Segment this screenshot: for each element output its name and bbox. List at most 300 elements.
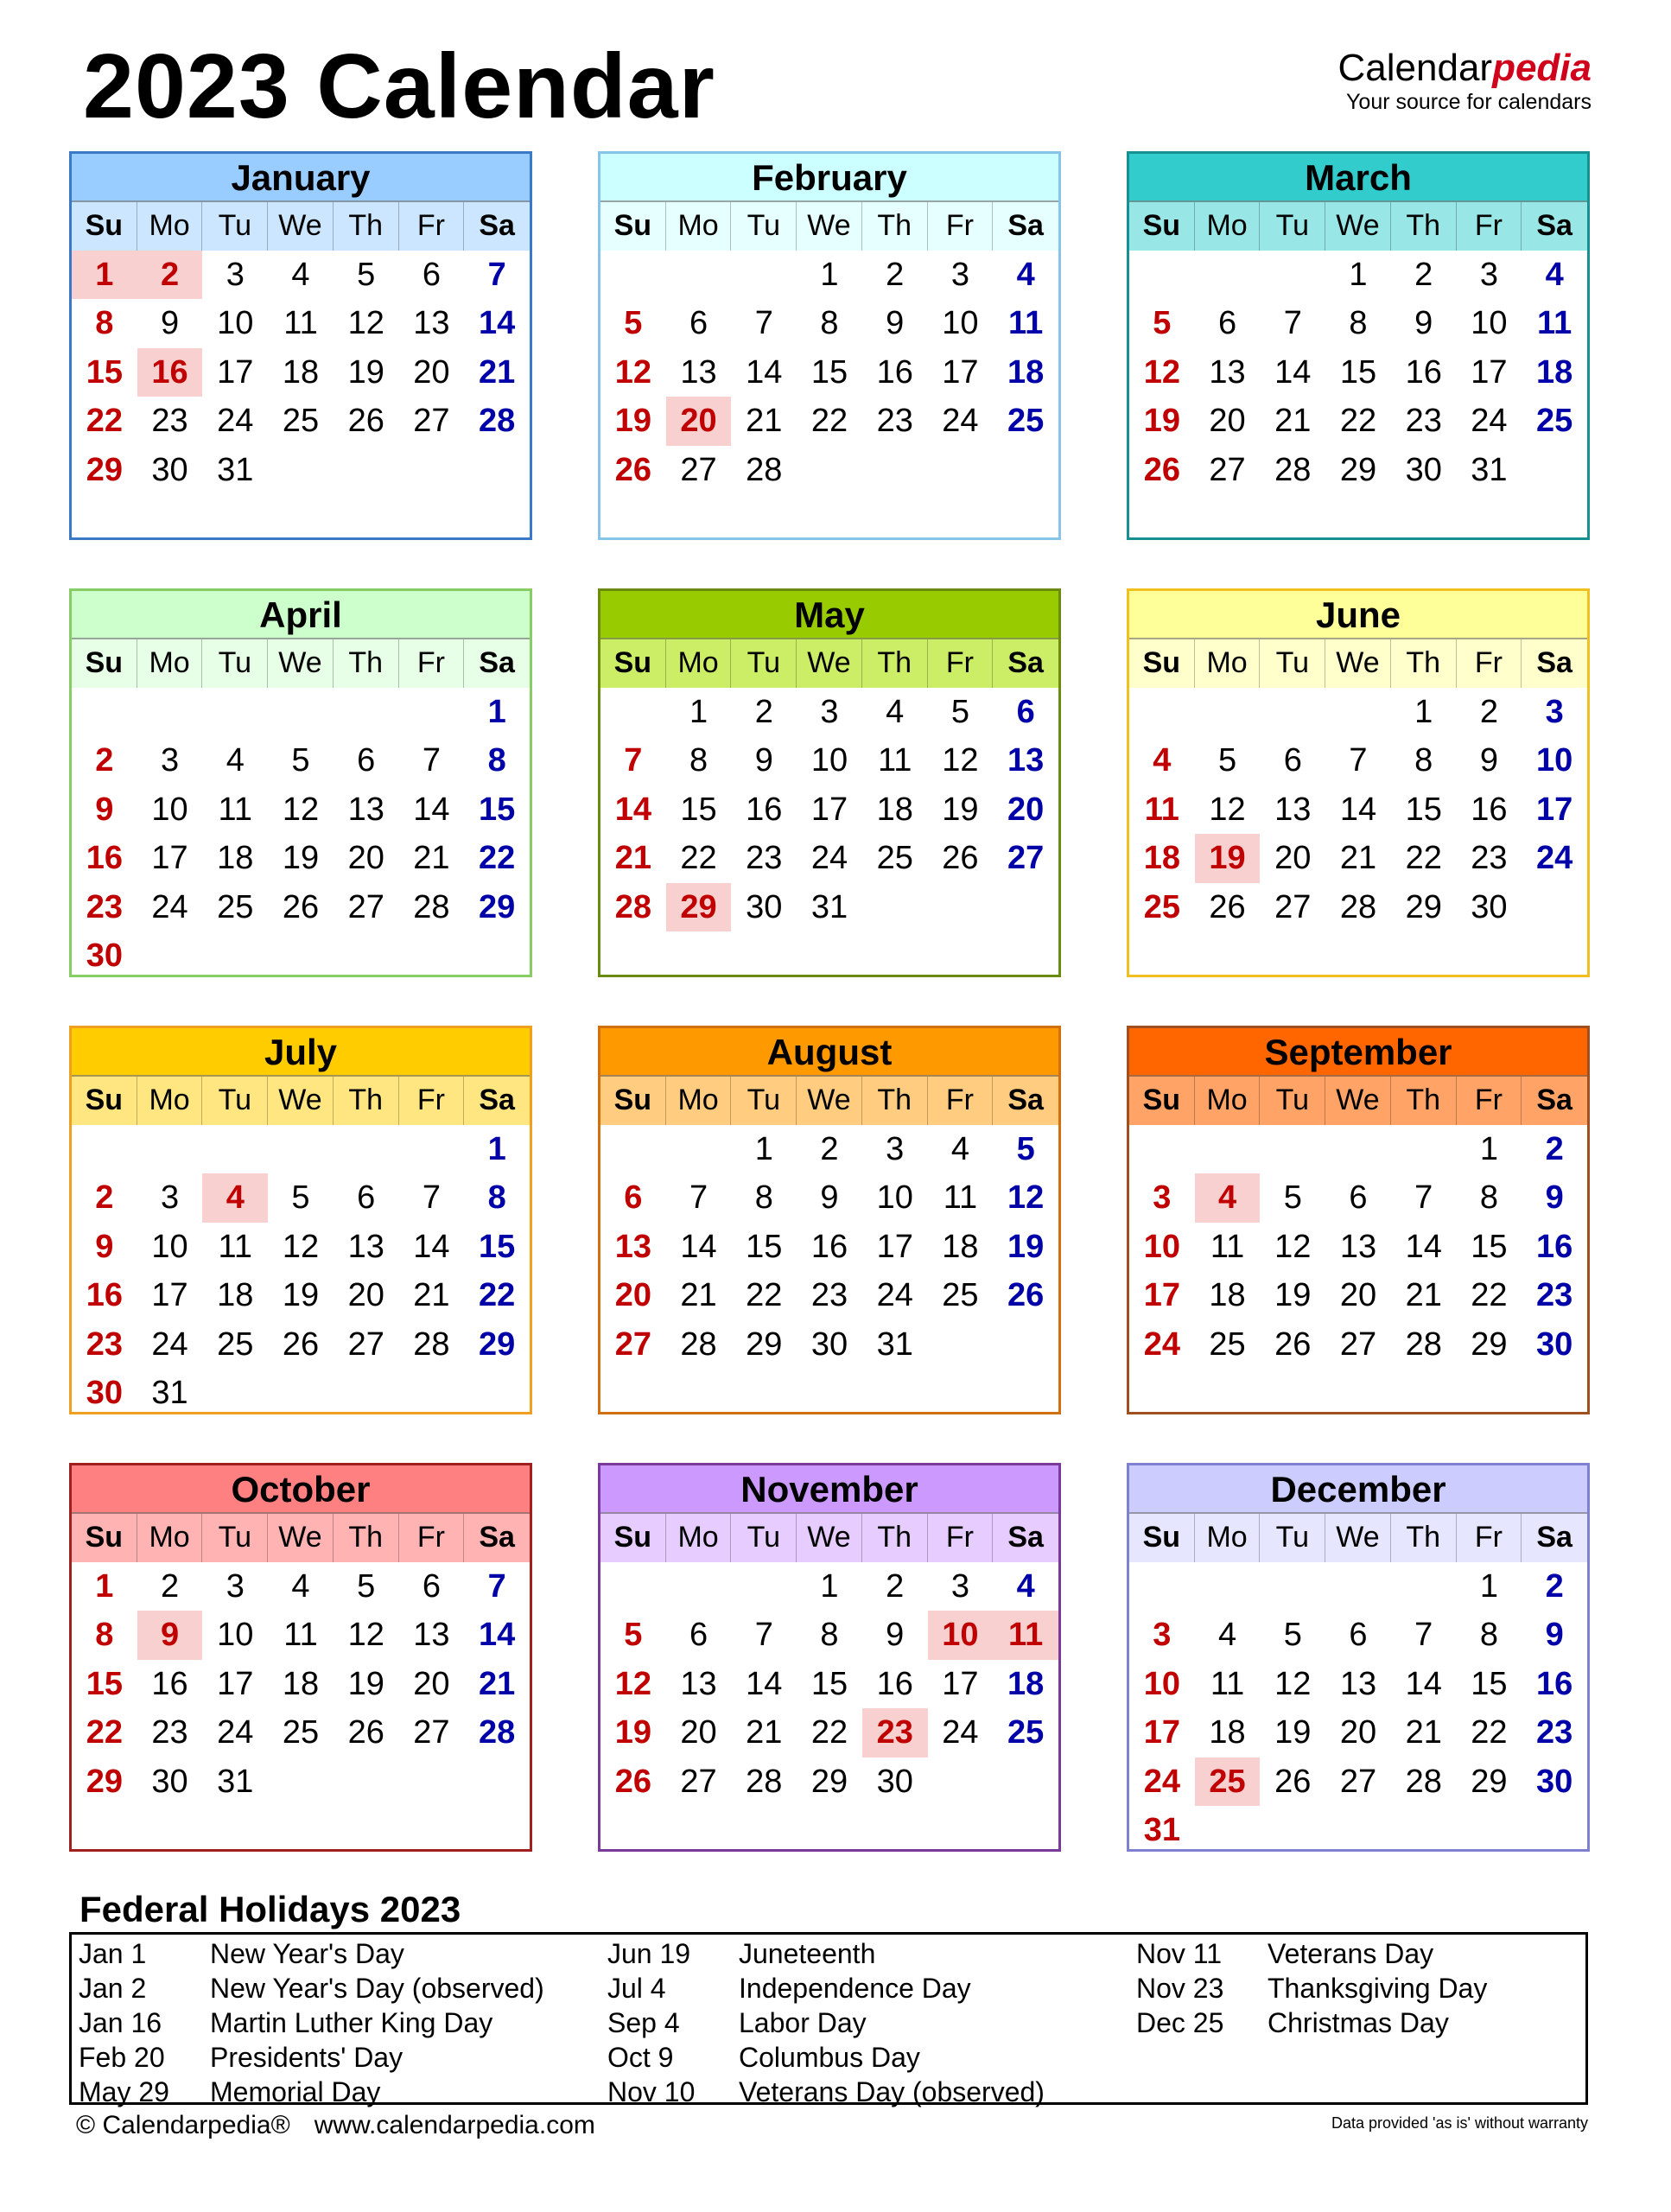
day-cell: 24 [217, 403, 254, 440]
day-cell: 25 [1007, 1714, 1045, 1751]
day-cell: 12 [942, 742, 979, 779]
day-cell: 28 [413, 1325, 450, 1363]
day-cell: 13 [680, 1665, 717, 1702]
day-cell: 23 [1536, 1714, 1573, 1751]
day-cell: 23 [86, 1325, 123, 1363]
day-empty [666, 1562, 732, 1611]
day-cell: 22 [86, 403, 123, 440]
day-cell: 8 [1479, 1179, 1498, 1217]
day-empty [600, 1125, 666, 1173]
day-cell: 24 [942, 403, 979, 440]
day-cell: 12 [1274, 1665, 1312, 1702]
day-cell: 6 [1217, 305, 1237, 342]
day-cell: 3 [226, 257, 245, 293]
day-empty [1129, 251, 1195, 299]
weekday-label: Mo [1195, 202, 1261, 251]
day-cell: 14 [746, 353, 783, 391]
holiday-row [607, 2040, 1045, 2075]
day-cell: 11 [1210, 1228, 1245, 1265]
day-cell: 12 [1007, 1179, 1045, 1217]
weekday-label: Th [1391, 202, 1457, 251]
day-empty [1325, 688, 1391, 736]
day-cell: 25 [1007, 403, 1045, 440]
month-name: September [1129, 1028, 1587, 1075]
weekday-label: Mo [666, 1514, 732, 1562]
weekday-label: Tu [1260, 1514, 1325, 1562]
day-cell: 17 [217, 353, 254, 391]
weekday-label: Su [600, 202, 666, 251]
day-cell: 25 [1536, 403, 1573, 440]
day-cell: 26 [614, 451, 651, 488]
day-cell: 31 [1471, 451, 1508, 488]
weekday-header [72, 200, 530, 251]
holiday-date: Dec 25 [1136, 2007, 1224, 2038]
day-cell: 16 [86, 1277, 123, 1314]
day-cell: 25 [217, 888, 254, 925]
day-cell: 11 [1008, 305, 1044, 342]
day-cell: 17 [942, 353, 979, 391]
weekday-label: We [268, 1514, 334, 1562]
day-cell: 15 [680, 791, 717, 828]
day-cell: 29 [1339, 451, 1377, 488]
day-cell: 24 [151, 1325, 188, 1363]
day-cell: 18 [217, 1277, 254, 1314]
holiday-name: Christmas Day [1268, 2007, 1449, 2038]
day-cell: 17 [151, 1277, 188, 1314]
day-cell: 18 [217, 840, 254, 877]
holiday-name: Martin Luther King Day [210, 2007, 493, 2038]
day-cell: 16 [1536, 1665, 1573, 1702]
day-cell: 10 [928, 1611, 994, 1659]
day-cell: 13 [1339, 1228, 1377, 1265]
day-cell: 8 [95, 305, 114, 342]
day-cell: 15 [479, 1228, 516, 1265]
month-october [69, 1463, 532, 1852]
day-cell: 23 [151, 1714, 188, 1751]
weekday-label: Mo [137, 202, 203, 251]
day-cell: 4 [226, 742, 245, 779]
weekday-label: Fr [928, 639, 994, 688]
day-cell: 1 [487, 694, 506, 730]
weekday-label: Tu [1260, 639, 1325, 688]
day-cell: 7 [422, 1179, 441, 1217]
day-cell: 29 [1405, 888, 1442, 925]
day-cell: 20 [413, 353, 450, 391]
weekday-label: Fr [1457, 639, 1522, 688]
month-name: March [1129, 154, 1587, 200]
weekday-label: Mo [1195, 1077, 1261, 1125]
day-cell: 27 [680, 1763, 717, 1800]
day-cell: 14 [479, 1617, 516, 1654]
day-cell: 12 [1274, 1228, 1312, 1265]
day-cell: 20 [1007, 791, 1045, 828]
day-cell: 28 [479, 1714, 516, 1751]
day-cell: 10 [217, 1617, 254, 1654]
day-cell: 9 [886, 305, 905, 342]
day-cell: 15 [1405, 791, 1442, 828]
day-cell: 29 [479, 1325, 516, 1363]
month-december [1127, 1463, 1590, 1852]
day-cell: 1 [1479, 1568, 1498, 1605]
day-cell: 29 [86, 1763, 123, 1800]
month-february [598, 151, 1061, 540]
day-cell: 27 [413, 1714, 450, 1751]
day-cell: 17 [810, 791, 848, 828]
day-cell: 3 [1479, 257, 1498, 293]
weekday-label: Tu [731, 202, 797, 251]
weekday-label: We [1325, 1514, 1391, 1562]
day-cell: 30 [1471, 888, 1508, 925]
day-cell: 1 [72, 251, 137, 299]
day-cell: 5 [1217, 742, 1237, 779]
weekday-label: Th [334, 1077, 399, 1125]
day-cell: 1 [1349, 257, 1368, 293]
weekday-label: We [268, 1077, 334, 1125]
day-empty [600, 688, 666, 736]
day-cell: 2 [886, 1568, 905, 1605]
day-cell: 26 [347, 403, 384, 440]
holiday-name: Labor Day [739, 2007, 867, 2038]
day-cell: 24 [1536, 840, 1573, 877]
day-cell: 22 [810, 1714, 848, 1751]
day-cell: 27 [1339, 1325, 1377, 1363]
day-cell: 17 [1143, 1714, 1180, 1751]
day-cell: 22 [1405, 840, 1442, 877]
day-cell: 11 [1537, 305, 1573, 342]
day-cell: 9 [95, 1228, 114, 1265]
day-empty [1325, 1125, 1391, 1173]
day-cell: 1 [820, 257, 839, 293]
day-empty [1129, 1562, 1195, 1611]
weekday-label: Su [72, 639, 137, 688]
day-cell: 6 [357, 1179, 376, 1217]
day-cell: 10 [810, 742, 848, 779]
day-cell: 20 [347, 840, 384, 877]
day-empty [600, 1562, 666, 1611]
weekday-header [1129, 1512, 1587, 1562]
day-cell: 29 [1471, 1325, 1508, 1363]
holiday-row [1136, 2005, 1487, 2040]
day-cell: 22 [479, 840, 516, 877]
day-cell: 28 [680, 1325, 717, 1363]
weekday-label: Sa [479, 1084, 515, 1116]
day-empty [1260, 1125, 1325, 1173]
month-july [69, 1026, 532, 1414]
days-grid [72, 688, 530, 980]
day-cell: 26 [347, 1714, 384, 1751]
day-empty [1260, 688, 1325, 736]
day-cell: 5 [1016, 1131, 1035, 1167]
day-cell: 11 [1210, 1665, 1245, 1702]
weekday-label: Su [72, 202, 137, 251]
weekday-header [72, 638, 530, 688]
day-cell: 5 [624, 1617, 643, 1654]
day-cell: 20 [1339, 1714, 1377, 1751]
month-may [598, 588, 1061, 977]
day-cell: 27 [1007, 840, 1045, 877]
weekday-label: Mo [1195, 639, 1261, 688]
day-empty [399, 1125, 465, 1173]
weekday-label: Th [334, 1514, 399, 1562]
day-cell: 7 [689, 1179, 708, 1217]
day-empty [137, 1125, 203, 1173]
day-cell: 3 [226, 1568, 245, 1605]
weekday-label: Th [862, 1077, 928, 1125]
day-cell: 26 [282, 888, 320, 925]
day-cell: 4 [1545, 257, 1564, 293]
weekday-label: Sa [1536, 209, 1573, 242]
month-june [1127, 588, 1590, 977]
day-cell: 26 [1274, 1325, 1312, 1363]
day-cell: 4 [1217, 1617, 1237, 1654]
day-cell: 12 [282, 1228, 320, 1265]
weekday-label: Mo [137, 1077, 203, 1125]
footer-disclaimer: Data provided 'as is' without warranty [1331, 2114, 1588, 2132]
day-cell: 12 [347, 305, 384, 342]
weekday-label: Th [1391, 1514, 1457, 1562]
day-cell: 4 [1016, 1568, 1035, 1605]
day-cell: 22 [479, 1277, 516, 1314]
day-cell: 16 [1405, 353, 1442, 391]
weekday-header [1129, 1075, 1587, 1125]
day-cell: 4 [291, 257, 310, 293]
weekday-label: Tu [731, 639, 797, 688]
month-name: February [600, 154, 1058, 200]
holiday-row [79, 2005, 544, 2040]
day-cell: 29 [810, 1763, 848, 1800]
holidays-column [1136, 1936, 1487, 2040]
day-cell: 7 [624, 742, 643, 779]
day-empty [399, 688, 465, 736]
day-cell: 6 [1349, 1617, 1368, 1654]
day-cell: 14 [614, 791, 651, 828]
holiday-row [607, 1971, 1045, 2005]
day-cell: 17 [1143, 1277, 1180, 1314]
day-cell: 26 [614, 1763, 651, 1800]
day-cell: 10 [1143, 1228, 1180, 1265]
day-cell: 6 [422, 257, 441, 293]
day-cell: 25 [282, 1714, 320, 1751]
weekday-label: We [797, 1077, 862, 1125]
day-cell: 7 [1349, 742, 1368, 779]
day-cell: 31 [151, 1374, 188, 1411]
day-cell: 23 [86, 888, 123, 925]
weekday-label: Fr [1457, 1077, 1522, 1125]
day-cell: 21 [413, 1277, 450, 1314]
day-cell: 10 [942, 305, 979, 342]
day-cell: 2 [95, 1179, 114, 1217]
day-cell: 27 [1209, 451, 1246, 488]
day-cell: 11 [943, 1179, 978, 1217]
day-empty [1325, 1562, 1391, 1611]
day-empty [202, 688, 268, 736]
month-january [69, 151, 532, 540]
holiday-date: May 29 [79, 2076, 169, 2107]
holiday-row [79, 2040, 544, 2075]
day-cell: 26 [942, 840, 979, 877]
day-cell: 2 [820, 1131, 839, 1167]
day-cell: 29 [746, 1325, 783, 1363]
day-cell: 19 [1007, 1228, 1045, 1265]
day-cell: 11 [877, 742, 912, 779]
days-grid [1129, 251, 1587, 494]
day-cell: 28 [1274, 451, 1312, 488]
day-cell: 28 [479, 403, 516, 440]
day-cell: 4 [291, 1568, 310, 1605]
day-cell: 30 [746, 888, 783, 925]
weekday-label: Th [334, 639, 399, 688]
day-cell: 1 [689, 694, 708, 730]
day-cell: 20 [347, 1277, 384, 1314]
holiday-name: Veterans Day (observed) [739, 2076, 1045, 2107]
day-cell: 10 [217, 305, 254, 342]
day-cell: 7 [754, 1617, 773, 1654]
day-empty [1391, 1562, 1457, 1611]
day-cell: 6 [689, 1617, 708, 1654]
day-cell: 6 [689, 305, 708, 342]
day-cell: 3 [950, 257, 969, 293]
day-cell: 17 [942, 1665, 979, 1702]
day-cell: 11 [218, 791, 252, 828]
day-cell: 27 [1274, 888, 1312, 925]
day-cell: 17 [217, 1665, 254, 1702]
day-empty [202, 1125, 268, 1173]
day-cell: 9 [160, 305, 180, 342]
days-grid [600, 1125, 1058, 1369]
holiday-row [607, 1936, 1045, 1971]
day-cell: 7 [487, 1568, 506, 1605]
day-cell: 21 [1274, 403, 1312, 440]
day-cell: 5 [357, 1568, 376, 1605]
holiday-name: New Year's Day (observed) [210, 1973, 544, 2004]
day-cell: 14 [479, 305, 516, 342]
day-cell: 15 [1471, 1228, 1508, 1265]
day-empty [334, 1125, 399, 1173]
day-cell: 19 [1274, 1277, 1312, 1314]
day-cell: 22 [810, 403, 848, 440]
day-cell: 23 [810, 1277, 848, 1314]
day-cell: 19 [614, 403, 651, 440]
month-name: December [1129, 1465, 1587, 1512]
day-cell: 14 [1274, 353, 1312, 391]
weekday-label: Sa [1536, 646, 1573, 679]
day-empty [1195, 1562, 1261, 1611]
day-cell: 2 [1545, 1131, 1564, 1167]
page-title: 2023 Calendar [83, 35, 715, 137]
weekday-label: Su [600, 1514, 666, 1562]
day-cell: 17 [1471, 353, 1508, 391]
day-cell: 20 [1339, 1277, 1377, 1314]
day-cell: 3 [950, 1568, 969, 1605]
day-cell: 26 [1209, 888, 1246, 925]
weekday-label: Tu [731, 1077, 797, 1125]
day-cell: 13 [1007, 742, 1045, 779]
day-cell: 16 [151, 1665, 188, 1702]
weekday-header [600, 1075, 1058, 1125]
weekday-label: We [268, 202, 334, 251]
weekday-label: Su [1129, 639, 1195, 688]
day-cell: 8 [820, 1617, 839, 1654]
day-cell: 13 [413, 1617, 450, 1654]
day-cell: 21 [1405, 1714, 1442, 1751]
weekday-label: Su [600, 639, 666, 688]
weekday-label: Sa [1007, 1084, 1044, 1116]
weekday-label: Sa [1007, 209, 1044, 242]
weekday-header [72, 1075, 530, 1125]
weekday-label: Th [862, 202, 928, 251]
day-empty [1129, 688, 1195, 736]
day-cell: 28 [1405, 1325, 1442, 1363]
day-cell: 27 [347, 1325, 384, 1363]
day-cell: 30 [876, 1763, 913, 1800]
weekday-label: Th [862, 639, 928, 688]
day-cell: 25 [1209, 1325, 1246, 1363]
weekday-label: We [268, 639, 334, 688]
day-cell: 22 [1339, 403, 1377, 440]
weekday-label: Fr [399, 639, 465, 688]
weekday-label: Tu [202, 639, 268, 688]
day-cell: 23 [1471, 840, 1508, 877]
weekday-label: Sa [1007, 646, 1044, 679]
weekday-label: Sa [479, 1521, 515, 1554]
weekday-label: Th [862, 1514, 928, 1562]
brand-name-accent: pedia [1492, 47, 1592, 89]
month-name: June [1129, 591, 1587, 638]
day-cell: 14 [746, 1665, 783, 1702]
day-cell: 6 [1349, 1179, 1368, 1217]
day-cell: 9 [1545, 1179, 1564, 1217]
day-cell: 20 [680, 1714, 717, 1751]
month-name: November [600, 1465, 1058, 1512]
weekday-header [600, 638, 1058, 688]
month-name: October [72, 1465, 530, 1512]
day-cell: 14 [413, 1228, 450, 1265]
day-cell: 22 [746, 1277, 783, 1314]
brand-logo [1324, 47, 1592, 114]
day-cell: 7 [487, 257, 506, 293]
day-cell: 4 [886, 694, 905, 730]
day-cell: 19 [1274, 1714, 1312, 1751]
weekday-label: Fr [1457, 202, 1522, 251]
holiday-row [79, 2075, 544, 2109]
weekday-label: Fr [928, 1077, 994, 1125]
day-cell: 15 [86, 353, 123, 391]
day-cell: 1 [95, 1568, 114, 1605]
month-name: April [72, 591, 530, 638]
day-cell: 30 [810, 1325, 848, 1363]
holiday-name: Presidents' Day [210, 2042, 403, 2073]
day-cell: 14 [1405, 1665, 1442, 1702]
day-cell: 24 [876, 1277, 913, 1314]
day-cell: 12 [614, 1665, 651, 1702]
weekday-label: Th [1391, 639, 1457, 688]
day-cell: 31 [217, 451, 254, 488]
holiday-name: Juneteenth [739, 1938, 876, 1969]
weekday-label: Su [1129, 202, 1195, 251]
holiday-date: Nov 11 [1136, 1938, 1223, 1969]
day-cell: 24 [942, 1714, 979, 1751]
day-cell: 3 [1153, 1179, 1172, 1217]
day-cell: 24 [1471, 403, 1508, 440]
day-cell: 23 [1536, 1277, 1573, 1314]
day-cell: 7 [1414, 1617, 1433, 1654]
day-cell: 23 [876, 403, 913, 440]
day-cell: 18 [1209, 1714, 1246, 1751]
footer-copyright: © Calendarpedia® [76, 2111, 290, 2139]
day-cell: 18 [1536, 353, 1573, 391]
day-cell: 5 [291, 1179, 310, 1217]
day-cell: 7 [754, 305, 773, 342]
